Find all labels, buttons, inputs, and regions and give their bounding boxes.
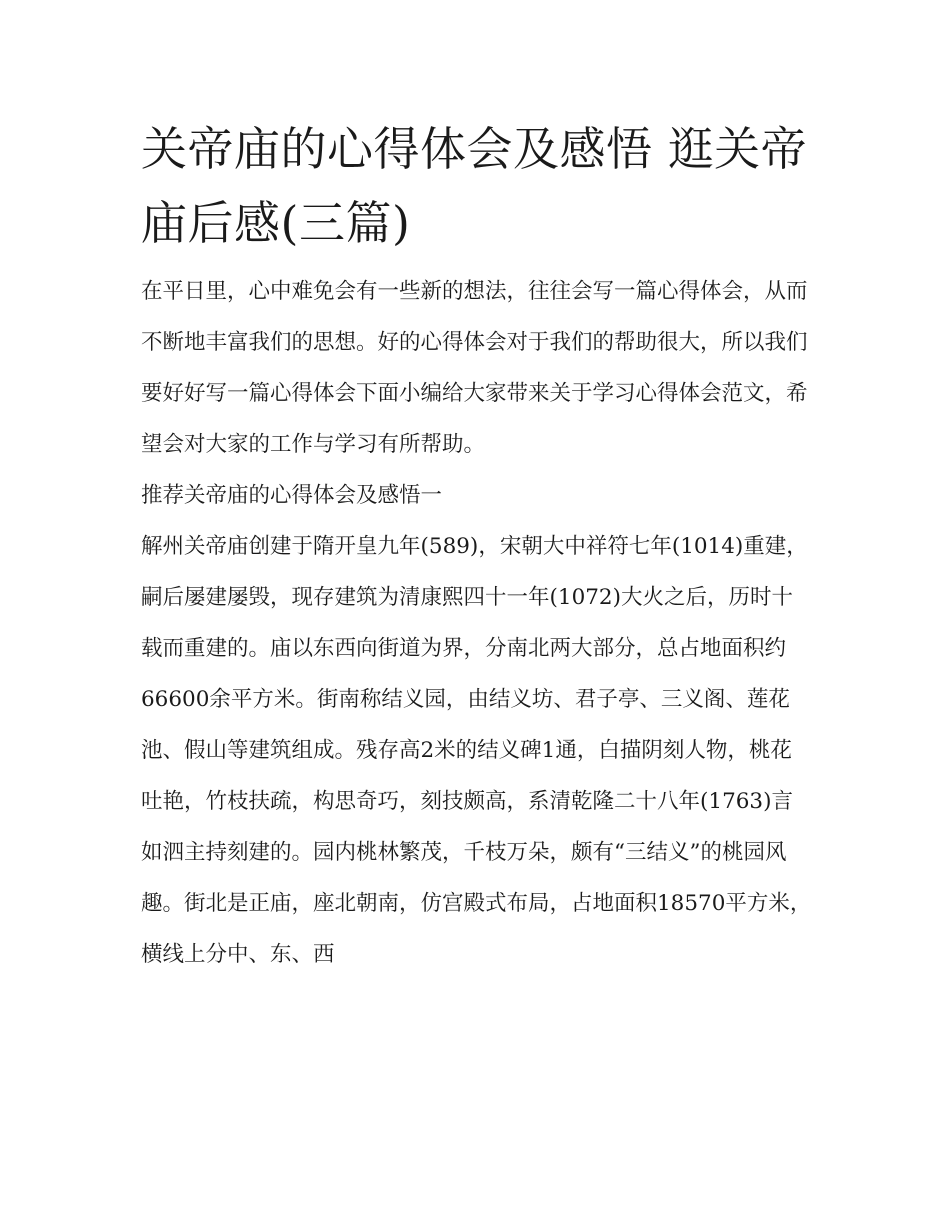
body-paragraph: 解州关帝庙创建于隋开皇九年(589)，宋朝大中祥符七年(1014)重建，嗣后屡建屡毁，现存建筑为清康熙四十一年(1072)大火之后，历时十载而重建的。庙以东西向街道为界，分南北两大部分，总占地面积约 [141,534,808,661]
section-heading: 推荐关帝庙的心得体会及感悟一 [141,483,443,508]
intro-paragraph: 在平日里，心中难免会有一些新的想法，往往会写一篇心得体会，从而不断地丰富我们的思想。好的心得体会对于我们的帮助很大，所以我们要好好写一篇心得体会下面小编给大家带来关于学习心得体会范文，希望会对大家的工作与学习有所帮助。 [141,279,808,457]
document-page [141,112,813,980]
body-paragraph: 66600余平方米。街南称结义园，由结义坊、君子亭、三义阁、莲花池、假山等建筑组成。残存高2米的结义碑1通，白描阴刻人物，桃花吐艳，竹枝扶疏，构思奇巧，刻技颇高，系清乾隆二十八年(1763)言如泗主持刻建的。园内桃林繁茂，千枝万朵，颇有“三结义”的桃园风趣。街北是正庙，座北朝南，仿宫殿式布局，占地面积18570平方米，横线上分中、东、西 [141,687,812,967]
document-title: 关帝庙的心得体会及感悟 逛关帝庙后感(三篇) [141,122,808,250]
